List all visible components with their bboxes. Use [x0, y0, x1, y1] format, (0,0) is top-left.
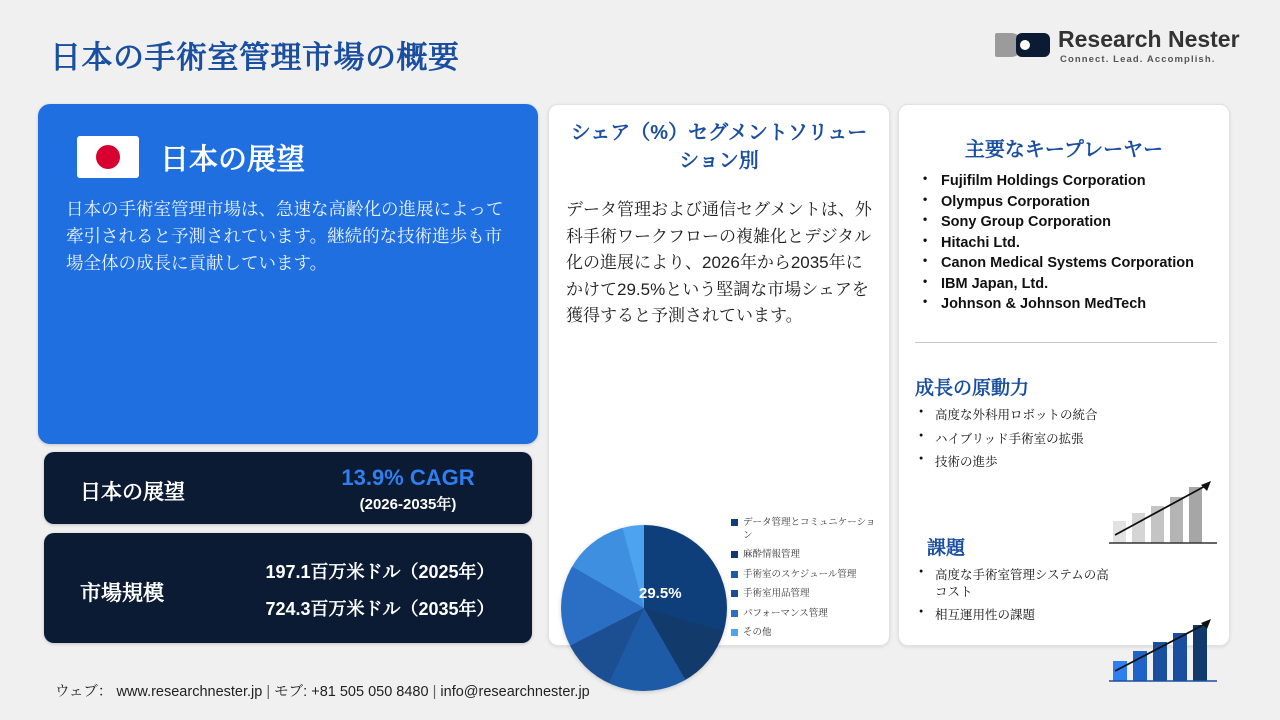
legend-swatch [731, 571, 738, 578]
market-size-2035: 724.3百万米ドル（2035年） [265, 599, 495, 619]
legend-label: パフォーマンス管理 [743, 607, 828, 619]
cagr-period: (2026-2035年) [359, 496, 457, 513]
legend-swatch [731, 610, 738, 617]
legend-label: データ管理とコミュニケーション [743, 517, 876, 541]
legend-label: 麻酔情報管理 [743, 549, 801, 561]
list-item: ● 技術の進歩 [915, 454, 1111, 471]
market-size-card [44, 533, 532, 643]
footer [55, 680, 590, 701]
pie-data-label: 29.5% [639, 585, 682, 602]
key-players-list [915, 171, 1217, 315]
footer-email[interactable]: info@researchnester.jp [440, 684, 590, 700]
legend-label: 手術室のスケジュール管理 [743, 568, 857, 580]
cagr-value: 13.9% CAGR [341, 465, 475, 490]
footer-web-label: ウェブ： [55, 684, 113, 700]
legend-item [731, 549, 883, 562]
outlook-body: 日本の手術室管理市場は、急速な高齢化の進展によって牽引されると予測されています。継続的な技術進歩も市場全体の成長に貢献しています。 [66, 199, 504, 274]
chart-legend [731, 517, 883, 647]
list-item: • Fujifilm Holdings Corporation [915, 171, 1217, 192]
list-item: ● 高度な手術室管理システムの高コスト [915, 567, 1111, 600]
growth-trend-chart-icon [1107, 475, 1219, 555]
legend-item [731, 517, 883, 542]
logo-tagline: Connect. Lead. Accomplish. [1060, 54, 1216, 65]
list-item: • Sony Group Corporation [915, 212, 1217, 233]
list-item: • Canon Medical Systems Corporation [915, 253, 1217, 274]
legend-item [731, 569, 883, 582]
legend-swatch [731, 590, 738, 597]
list-item: • IBM Japan, Ltd. [915, 274, 1217, 295]
flag-circle [96, 145, 120, 169]
cagr-label: 日本の展望 [80, 481, 185, 504]
segment-share-card [548, 104, 890, 646]
logo-text: Research Nester [1058, 26, 1240, 52]
pie-chart [561, 525, 727, 691]
market-size-2025: 197.1百万米ドル（2025年） [265, 562, 495, 582]
legend-label: 手術室用品管理 [743, 588, 810, 600]
page-title: 日本の手術室管理市場の概要 [50, 40, 460, 75]
growth-drivers-title: 成長の原動力 [915, 378, 1030, 399]
list-item: • Olympus Corporation [915, 192, 1217, 213]
legend-item [731, 627, 883, 640]
challenges-title: 課題 [927, 538, 966, 559]
japan-flag-icon [77, 136, 139, 178]
outlook-title: 日本の展望 [160, 144, 306, 176]
key-players-card [898, 104, 1230, 646]
market-size-label: 市場規模 [80, 582, 164, 605]
legend-item [731, 608, 883, 621]
list-item: • Johnson & Johnson MedTech [915, 294, 1217, 315]
challenges-list [915, 567, 1111, 631]
legend-swatch [731, 551, 738, 558]
legend-swatch [731, 519, 738, 526]
footer-mobile: モブ: +81 505 050 8480 [274, 684, 429, 700]
footer-separator: | [266, 684, 271, 700]
list-item: ● ハイブリッド手術室の拡張 [915, 431, 1111, 448]
legend-item [731, 588, 883, 601]
list-item: ● 高度な外科用ロボットの統合 [915, 407, 1111, 424]
section-divider [915, 342, 1217, 343]
growth-drivers-list [915, 407, 1111, 478]
brand-logo [994, 26, 1240, 72]
pie-slices [561, 525, 727, 691]
legend-label: その他 [743, 627, 772, 639]
list-item: • Hitachi Ltd. [915, 233, 1217, 254]
key-players-title: 主要なキープレーヤー [964, 139, 1164, 161]
cagr-card [44, 452, 532, 524]
logo-mark-icon [994, 28, 1052, 62]
japan-outlook-card [38, 104, 538, 444]
chart-description: データ管理および通信セグメントは、外科手術ワークフローの複雑化とデジタル化の進展により、2026年から2035年にかけて29.5%という堅調な市場シェアを獲得すると予測されています。 [566, 200, 872, 326]
footer-web-value[interactable]: www.researchnester.jp [116, 684, 263, 700]
chart-title: シェア（%）セグメントソリューション別 [570, 122, 868, 172]
footer-separator: | [432, 684, 437, 700]
list-item: ● 相互運用性の課題 [915, 607, 1111, 624]
challenges-trend-chart-icon [1107, 613, 1219, 693]
legend-swatch [731, 629, 738, 636]
